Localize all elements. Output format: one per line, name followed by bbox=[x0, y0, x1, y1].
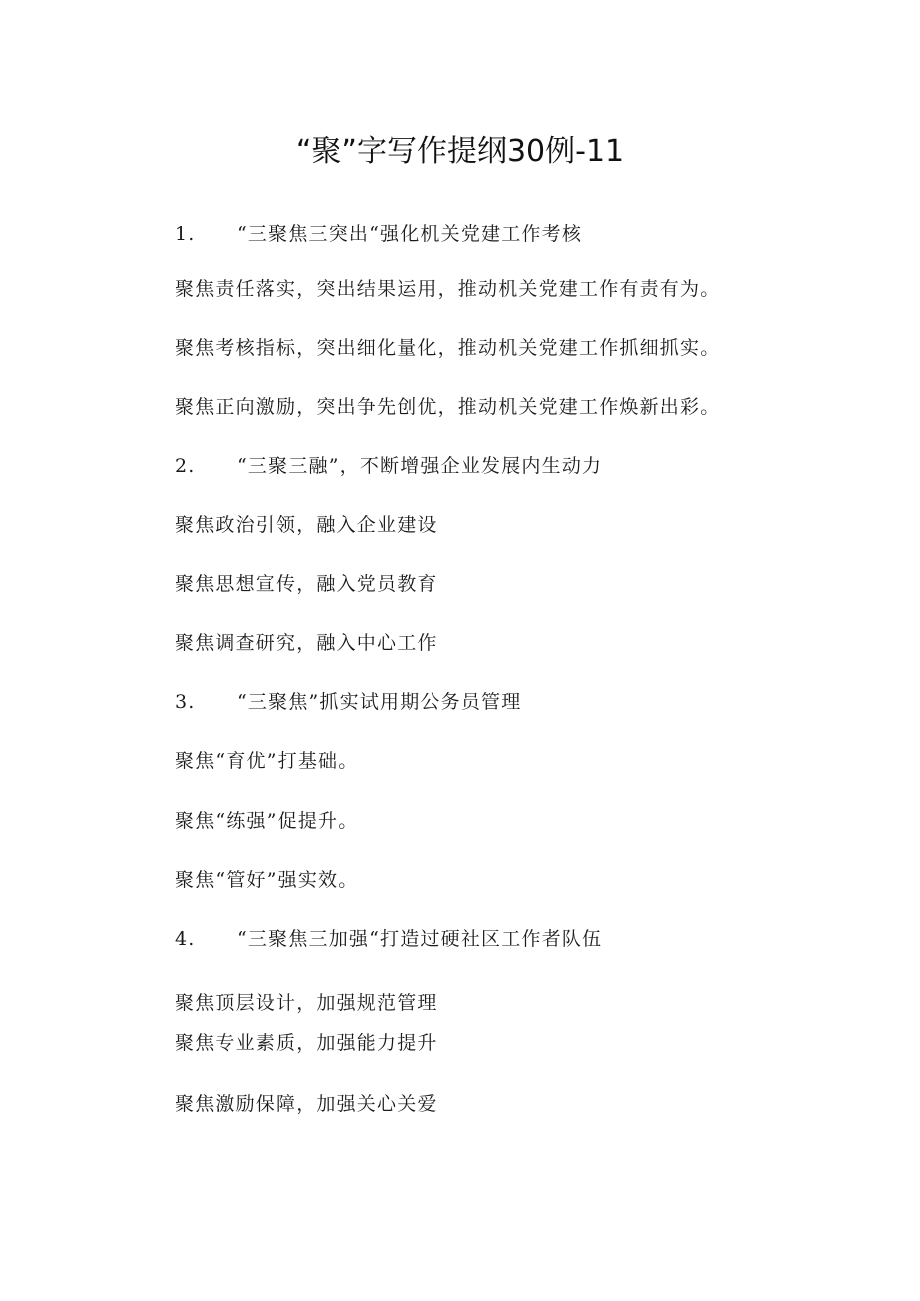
list-item: 聚焦顶层设计，加强规范管理 bbox=[175, 992, 438, 1014]
list-item: 聚焦责任落实，突出结果运用，推动机关党建工作有责有为。 bbox=[175, 278, 721, 300]
document-title: “聚”字写作提纲30例-11 bbox=[295, 134, 625, 169]
list-item: 聚焦考核指标，突出细化量化，推动机关党建工作抓细抓实。 bbox=[175, 337, 721, 359]
section-heading-text: “三聚焦”抓实试用期公务员管理 bbox=[237, 691, 522, 713]
section-number: 3. bbox=[175, 691, 196, 713]
section-number: 1. bbox=[175, 223, 196, 245]
list-item: 聚焦“育优”打基础。 bbox=[175, 750, 359, 772]
list-item: 聚焦思想宣传，融入党员教育 bbox=[175, 573, 438, 595]
section-3-heading bbox=[175, 689, 521, 715]
list-item: 聚焦政治引领，融入企业建设 bbox=[175, 514, 438, 536]
section-heading-text: “三聚焦三突出“强化机关党建工作考核 bbox=[237, 223, 583, 245]
list-item: 聚焦“练强”促提升。 bbox=[175, 810, 359, 832]
section-2-heading bbox=[175, 453, 602, 479]
list-item: 聚焦激励保障，加强关心关爱 bbox=[175, 1093, 438, 1115]
list-item: 聚焦“管好”强实效。 bbox=[175, 869, 359, 891]
list-item: 聚焦调查研究，融入中心工作 bbox=[175, 632, 438, 654]
list-item: 聚焦专业素质，加强能力提升 bbox=[175, 1032, 438, 1054]
section-4-heading bbox=[175, 926, 602, 952]
section-1-heading bbox=[175, 221, 582, 247]
section-heading-text: “三聚焦三加强“打造过硬社区工作者队伍 bbox=[237, 928, 603, 950]
list-item: 聚焦正向激励，突出争先创优，推动机关党建工作焕新出彩。 bbox=[175, 396, 721, 418]
section-heading-text: “三聚三融”，不断增强企业发展内生动力 bbox=[237, 455, 603, 477]
section-number: 4. bbox=[175, 928, 196, 950]
section-number: 2. bbox=[175, 455, 196, 477]
